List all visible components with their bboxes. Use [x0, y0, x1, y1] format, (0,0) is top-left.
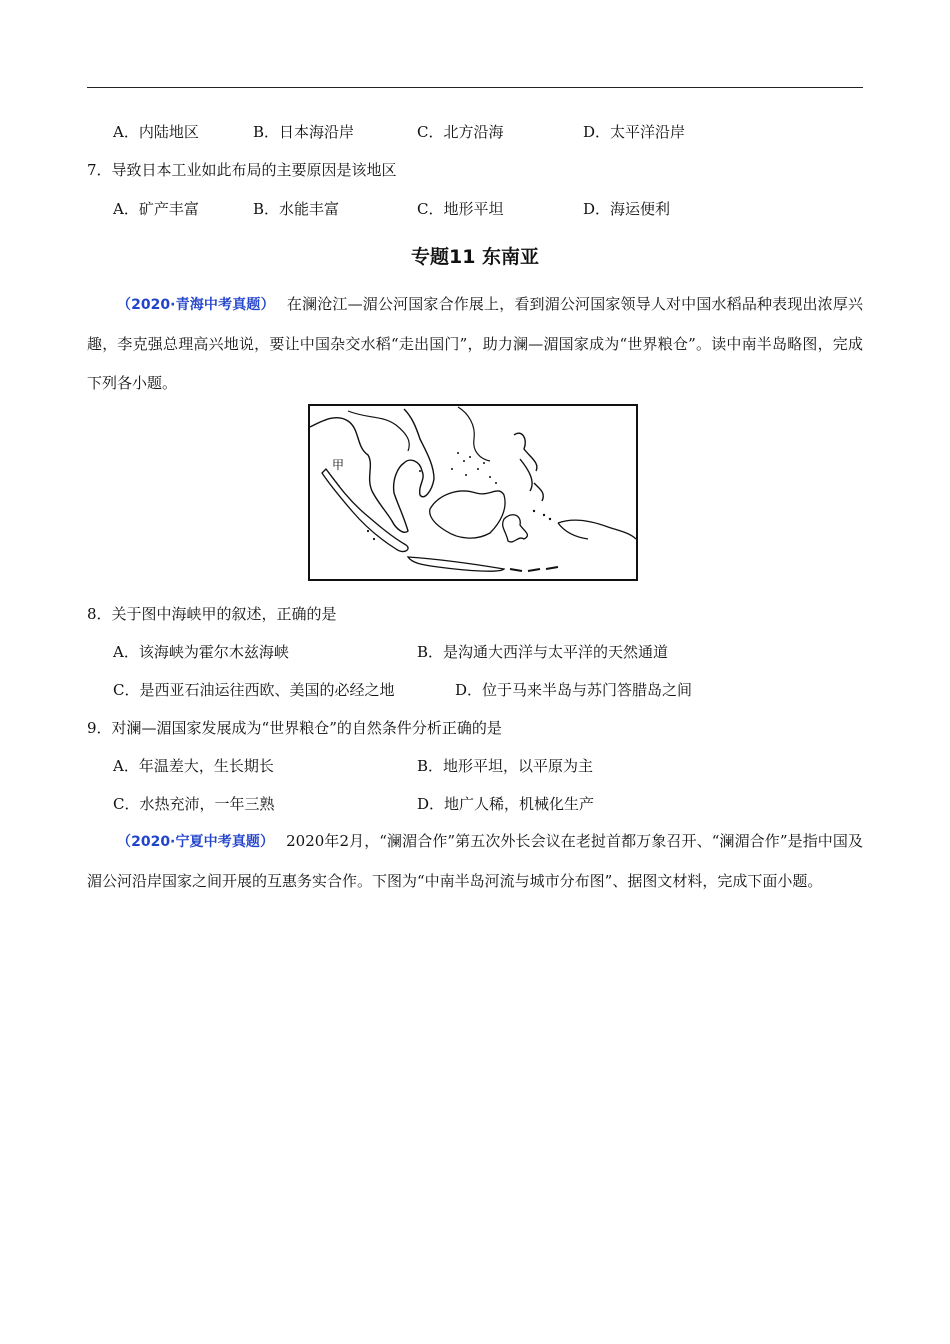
section-title: 专题11 东南亚 [410, 246, 540, 268]
q6-option-a: A．内陆地区 [113, 123, 199, 141]
q7-option-b: B．水能丰富 [253, 200, 340, 218]
q7-option-a: A．矿产丰富 [113, 200, 199, 218]
q7-option-c: C．地形平坦 [417, 200, 504, 218]
q8-option-a: A．该海峡为霍尔木兹海峡 [113, 643, 289, 661]
q7-stem: 7．导致日本工业如此布局的主要原因是该地区 [87, 161, 397, 179]
strait-label-jia: 甲 [332, 458, 345, 472]
q7-option-d: D．海运便利 [583, 200, 671, 218]
q8-option-b: B．是沟通大西洋与太平洋的天然通道 [417, 643, 669, 661]
q8-option-c: C．是西亚石油运往西欧、美国的必经之地 [113, 681, 395, 699]
passage-1-source: （2020·青海中考真题） [117, 297, 275, 313]
q9-option-c: C．水热充沛，一年三熟 [113, 795, 275, 813]
header-rule [87, 87, 863, 88]
q6-option-c: C．北方沿海 [417, 123, 504, 141]
q8-stem: 8．关于图中海峡甲的叙述，正确的是 [87, 605, 337, 623]
q8-option-d: D．位于马来半岛与苏门答腊岛之间 [455, 681, 693, 699]
southeast-asia-map [308, 399, 638, 581]
q6-option-b: B．日本海沿岸 [253, 123, 355, 141]
q9-option-b: B．地形平坦，以平原为主 [417, 757, 594, 775]
q9-option-a: A．年温差大，生长期长 [113, 757, 274, 775]
passage-2 [87, 822, 863, 901]
q9-stem: 9．对澜—湄国家发展成为“世界粮仓”的自然条件分析正确的是 [87, 719, 502, 737]
passage-1-text: 在澜沧江—湄公河国家合作展上，看到湄公河国家领导人对中国水稻品种表现出浓厚兴趣，李克强总理高兴地说，要让中国杂交水稻“走出国门”，助力澜—湄国家成为“世界粮仓”。读中南半岛略图，完成下列各小题。 [87, 295, 863, 392]
passage-1 [87, 285, 863, 403]
q9-option-d: D．地广人稀，机械化生产 [417, 795, 595, 813]
q6-option-d: D．太平洋沿岸 [583, 123, 686, 141]
passage-2-text: 2020年2月，“澜湄合作”第五次外长会议在老挝首都万象召开、“澜湄合作”是指中国及湄公河沿岸国家之间开展的互惠务实合作。下图为“中南半岛河流与城市分布图”、据图文材料，完成下面小题。 [87, 832, 863, 890]
passage-2-source: （2020·宁夏中考真题） [117, 834, 275, 850]
